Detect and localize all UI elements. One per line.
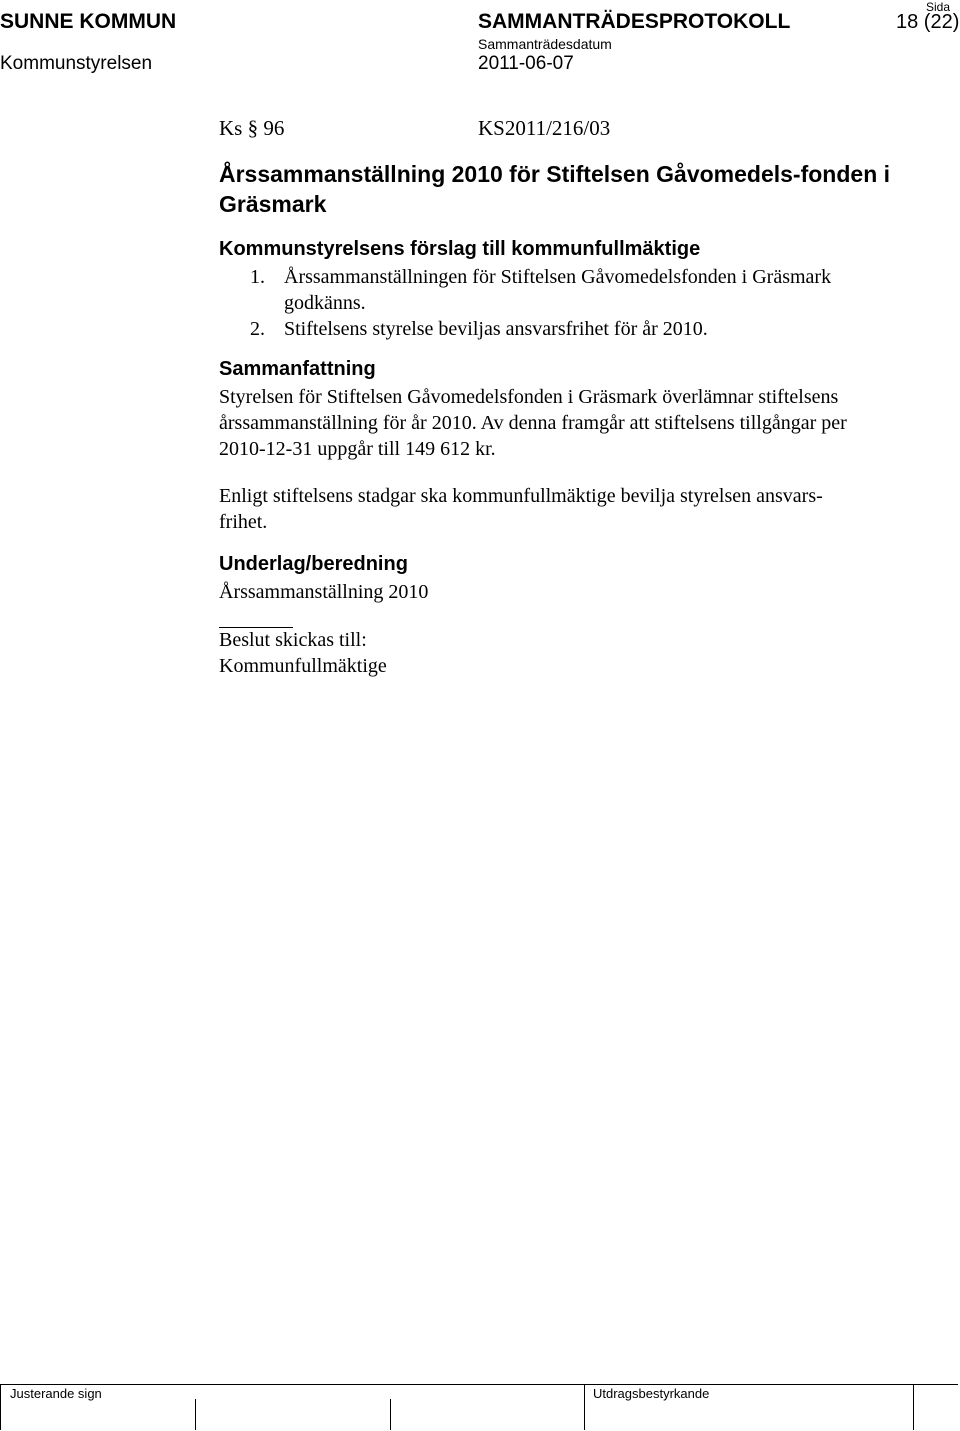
- document-type: SAMMANTRÄDESPROTOKOLL: [478, 10, 791, 33]
- basis-heading: Underlag/beredning: [219, 553, 408, 575]
- signature-divider: [0, 1384, 1, 1430]
- send-to-recipient: Kommunfullmäktige: [219, 655, 387, 677]
- summary-line: frihet.: [219, 511, 268, 533]
- summary-heading: Sammanfattning: [219, 358, 376, 380]
- signature-divider: [913, 1384, 914, 1430]
- proposal-item-text: Stiftelsens styrelse beviljas ansvarsfrihet för år 2010.: [284, 318, 708, 340]
- signature-divider: [584, 1384, 585, 1430]
- department-name: Kommunstyrelsen: [0, 53, 153, 74]
- item-reference: KS2011/216/03: [478, 116, 611, 140]
- signature-table: [0, 1384, 958, 1431]
- item-title: Årssammanställning 2010 för Stiftelsen Gåvomedels-fonden i Gräsmark: [219, 161, 891, 217]
- meeting-date: 2011-06-07: [478, 53, 574, 74]
- adjusting-sign-label: Justerande sign: [10, 1386, 102, 1401]
- summary-line: Enligt stiftelsens stadgar ska kommunfullmäktige bevilja styrelsen ansvars-: [219, 485, 823, 507]
- item-number: Ks § 96: [219, 116, 285, 140]
- summary-line: Styrelsen för Stiftelsen Gåvomedelsfonden i Gräsmark överlämnar stiftelsens: [219, 386, 839, 408]
- proposal-item-text: Årssammanställningen för Stiftelsen Gåvomedelsfonden i Gräsmark: [284, 266, 832, 288]
- page-label: Sida: [926, 0, 951, 14]
- send-to-label: Beslut skickas till:: [219, 629, 367, 651]
- certified-by-label: Utdragsbestyrkande: [593, 1386, 710, 1401]
- proposal-item-number: 1.: [250, 266, 265, 288]
- summary-line: årssammanställning för år 2010. Av denna framgår att stiftelsens tillgångar per: [219, 412, 847, 434]
- proposal-heading: Kommunstyrelsens förslag till kommunfullmäktige: [219, 238, 701, 260]
- signature-divider: [390, 1399, 391, 1430]
- organization-name: SUNNE KOMMUN: [0, 10, 177, 33]
- summary-line: 2010-12-31 uppgår till 149 612 kr.: [219, 438, 496, 460]
- signature-divider: [195, 1399, 196, 1430]
- proposal-item-text-continued: godkänns.: [284, 292, 366, 314]
- basis-item: Årssammanställning 2010: [219, 581, 429, 603]
- meeting-date-label: Sammanträdesdatum: [478, 36, 612, 52]
- proposal-item-number: 2.: [250, 318, 265, 340]
- page-number: 18 (22): [896, 11, 960, 33]
